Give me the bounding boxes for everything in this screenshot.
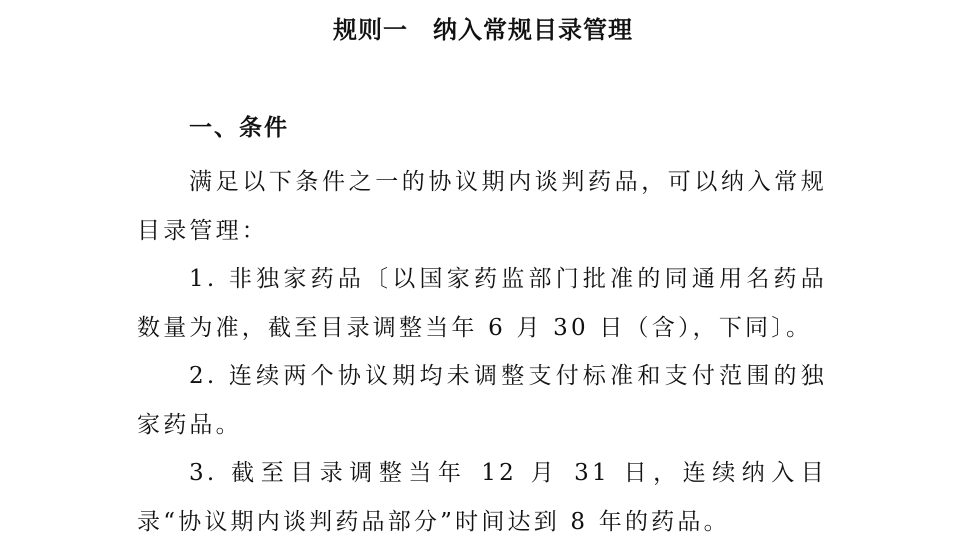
paragraph-intro: 满足以下条件之一的协议期内谈判药品，可以纳入常规目录管理： (137, 169, 827, 244)
paragraph-condition-1: 1. 非独家药品〔以国家药监部门批准的同通用名药品数量为准，截至目录调整当年 6 月 30 日（含），下同〕。 (137, 266, 827, 341)
body-text (137, 158, 827, 546)
section-heading: 一、条件 (189, 115, 289, 141)
paragraph-condition-2: 2. 连续两个协议期均未调整支付标准和支付范围的独家药品。 (137, 363, 827, 438)
document-title: 规则一 纳入常规目录管理 (333, 16, 633, 44)
paragraph-condition-3: 3. 截至目录调整当年 12 月 31 日，连续纳入目录“协议期内谈判药品部分”时间达到 8 年的药品。 (137, 460, 827, 535)
